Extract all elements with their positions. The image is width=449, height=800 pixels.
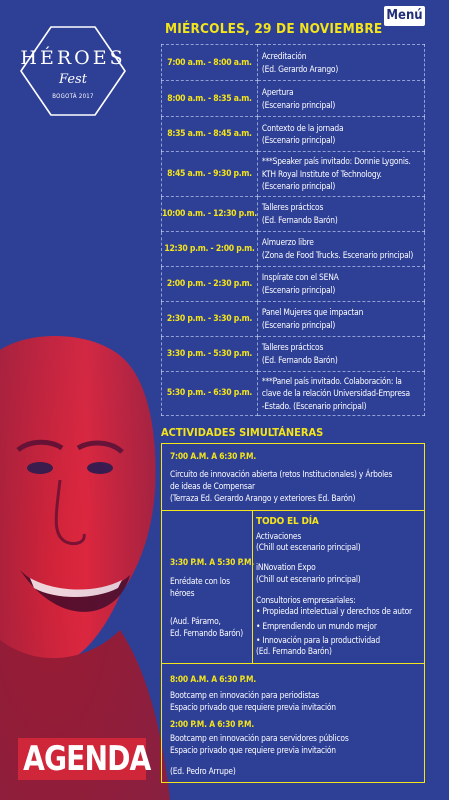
schedule-description: [257, 301, 424, 336]
logo-hexagon-icon: [19, 25, 127, 117]
schedule-row: [162, 336, 425, 371]
schedule-description-line: Panel Mujeres que impactan: [261, 307, 364, 317]
schedule-description-line: (Ed. Gerardo Arango): [261, 63, 339, 74]
heroes-fest-logo: [19, 25, 127, 117]
logo-subtitle: Fest: [59, 72, 87, 87]
block2-right-title: TODO EL DÍA: [256, 516, 319, 527]
schedule-row: [162, 266, 425, 301]
block2-left-time: 3:30 P.M. A 5:30 P.M.: [170, 557, 255, 567]
block2-left-venue: (Aud. Páramo,: [170, 616, 221, 626]
schedule-description-line: ***Speaker país invitado: Donnie Lygonis.: [261, 156, 411, 166]
schedule-row: [162, 231, 425, 266]
schedule-description: [257, 152, 424, 197]
schedule-description-line: clave de la relación Universidad-Empresa: [261, 388, 410, 398]
schedule-time: 5:30 p.m. - 6:30 p.m.: [162, 371, 258, 416]
schedule-row: [162, 81, 425, 117]
schedule-description: [257, 81, 424, 117]
block2-right-item: Activaciones: [256, 531, 302, 541]
schedule-description-line: (Ed. Fernando Barón): [261, 214, 338, 225]
simultaneous-title: ACTIVIDADES SIMULTÁNERAS: [161, 426, 324, 439]
schedule-description-line: -Estado. (Escenario principal): [261, 400, 367, 411]
block2-left-line: Enrédate con los: [170, 576, 230, 586]
logo-city-year: BOGOTÁ 2017: [52, 93, 94, 100]
logo-title: HÉROES: [20, 47, 126, 69]
block2-left-venue: Ed. Fernando Barón): [170, 628, 243, 638]
schedule-description: [257, 117, 424, 152]
schedule-row: [162, 371, 425, 416]
block2-right-item: Consultorios empresariales:: [256, 595, 356, 605]
block3-line: Bootcamp en innovación para periodistas: [170, 690, 319, 700]
block2-left-line: héroes: [170, 588, 195, 598]
block1-time: 7:00 A.M. A 6:30 P.M.: [170, 451, 257, 461]
schedule-description-line: Inspírate con el SENA: [261, 272, 339, 282]
block2-right-item: (Chill out escenario principal): [256, 574, 361, 584]
schedule-description-line: Almuerzo libre: [261, 237, 314, 247]
block2-right-item: (Ed. Fernando Barón): [256, 646, 332, 656]
agenda-label: AGENDA: [23, 739, 151, 779]
schedule-description: [257, 45, 424, 81]
schedule-description-line: KTH Royal Institute of Technology.: [261, 168, 382, 179]
schedule-description-line: Acreditación: [261, 51, 307, 61]
block1-line: de ideas de Compensar: [170, 481, 255, 491]
schedule-row: [162, 196, 425, 231]
schedule-time: 10:00 a.m. - 12:30 p.m.: [162, 196, 258, 231]
block3-venue: (Ed. Pedro Arrupe): [170, 766, 236, 776]
schedule-description-line: ***Panel país invitado. Colaboración: la: [261, 375, 402, 386]
block2-right-item: (Chill out escenario principal): [256, 542, 361, 552]
schedule-description-line: Talleres prácticos: [261, 342, 324, 352]
schedule-time: 2:30 p.m. - 3:30 p.m.: [162, 301, 258, 336]
block2-right-item: iNNovation Expo: [256, 562, 316, 572]
schedule-time: 8:45 a.m. - 9:30 p.m.: [162, 152, 258, 197]
schedule-description-line: (Escenario principal): [261, 99, 336, 110]
schedule-description-line: (Ed. Fernando Barón): [261, 354, 338, 365]
block3-time-1: 8:00 A.M. A 6:30 P.M.: [170, 674, 257, 684]
schedule-description-line: Apertura: [261, 87, 294, 97]
block3-time-2: 2:00 P.M. A 6:30 P.M.: [170, 719, 255, 729]
schedule-row: [162, 152, 425, 197]
schedule-time: 3:30 p.m. - 5:30 p.m.: [162, 336, 258, 371]
schedule-description: [257, 336, 424, 371]
schedule-description-line: (Escenario principal): [261, 135, 336, 145]
block2-right-item: • Propiedad intelectual y derechos de autor: [256, 606, 412, 616]
schedule-description-line: (Zona de Food Trucks. Escenario principal): [261, 249, 414, 260]
schedule-description-line: (Escenario principal): [261, 319, 336, 330]
schedule-description-line: (Escenario principal): [261, 284, 336, 295]
schedule-time: 2:00 p.m. - 2:30 p.m.: [162, 266, 258, 301]
day-title: MIÉRCOLES, 29 DE NOVIEMBRE: [165, 21, 383, 37]
block1-line: Circuito de innovación abierta (retos Institucionales) y Árboles: [170, 469, 393, 479]
block1-line: (Terraza Ed. Gerardo Arango y exteriores Ed. Barón): [170, 493, 356, 503]
schedule-description: [257, 196, 424, 231]
schedule-row: [162, 301, 425, 336]
schedule-time: 7:00 a.m. - 8:00 a.m.: [162, 45, 258, 81]
schedule-description: [257, 231, 424, 266]
schedule-time: 12:30 p.m. - 2:00 p.m.: [162, 231, 258, 266]
agenda-badge: [18, 738, 151, 780]
block2-right-item: • Innovación para la productividad: [256, 635, 380, 645]
block3-line: Espacio privado que requiere previa invitación: [170, 745, 336, 755]
block3-line: Espacio privado que requiere previa invitación: [170, 702, 336, 712]
schedule-description: [257, 266, 424, 301]
schedule-time: 8:00 a.m. - 8:35 a.m.: [162, 81, 258, 117]
block2-right-item: • Emprendiendo un mundo mejor: [256, 621, 377, 631]
schedule-row: [162, 45, 425, 81]
schedule-description-line: Talleres prácticos: [261, 202, 324, 212]
schedule-row: [162, 117, 425, 152]
block3-line: Bootcamp en innovación para servidores públicos: [170, 733, 349, 743]
schedule-table: [161, 44, 425, 416]
schedule-description-line: (Escenario principal): [261, 181, 336, 191]
menu-button[interactable]: Menú: [384, 6, 425, 26]
schedule-description: [257, 371, 424, 416]
schedule-description-line: Contexto de la jornada: [261, 122, 344, 133]
schedule-time: 8:35 a.m. - 8:45 a.m.: [162, 117, 258, 152]
hero-portrait: [0, 330, 170, 800]
